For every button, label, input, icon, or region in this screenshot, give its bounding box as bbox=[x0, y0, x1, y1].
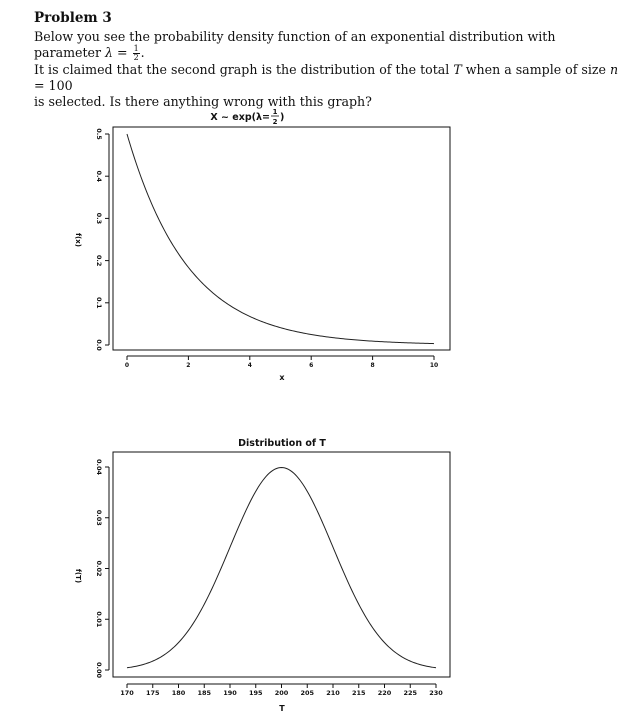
chart2-x-tick-label: 185 bbox=[197, 689, 212, 697]
chart2-x-tick-label: 195 bbox=[248, 689, 263, 697]
chart2-y-tick-label: 0.01 bbox=[95, 611, 103, 628]
chart1-plot-box bbox=[113, 127, 450, 350]
chart2-x-tick-label: 220 bbox=[377, 689, 392, 697]
chart1-x-axis bbox=[125, 356, 438, 369]
statement-line2-text: It is claimed that the second graph is the distribution of the total bbox=[34, 62, 454, 77]
chart2-x-tick-label: 210 bbox=[326, 689, 340, 697]
chart1-x-tick-label: 8 bbox=[370, 362, 375, 369]
chart1-x-tick-label: 0 bbox=[124, 362, 130, 369]
sample-size-value: = 100 bbox=[34, 78, 73, 93]
chart1-title-close: ) bbox=[280, 112, 285, 123]
chart2-ylabel: f(T) bbox=[74, 568, 82, 584]
chart2-plot-box bbox=[113, 452, 450, 677]
chart1-y-axis bbox=[95, 128, 109, 351]
chart2-y-axis bbox=[95, 459, 109, 679]
chart1-x-tick-label: 4 bbox=[247, 362, 252, 369]
chart2-x-tick-label: 175 bbox=[145, 689, 160, 697]
T-symbol: T bbox=[453, 62, 462, 77]
chart1-title-num: 1 bbox=[272, 108, 278, 116]
statement-line2-middle: when a sample of size bbox=[461, 62, 611, 77]
chart1-y-tick-label: 0.0 bbox=[95, 339, 103, 351]
chart1-y-tick-label: 0.3 bbox=[95, 212, 103, 225]
chart1-curve bbox=[127, 134, 434, 344]
chart2-x-tick-label: 200 bbox=[274, 689, 289, 697]
chart1-x-tick-label: 6 bbox=[309, 362, 314, 369]
chart2-x-tick-label: 225 bbox=[403, 689, 418, 697]
chart1-xlabel: x bbox=[279, 373, 285, 382]
chart1-y-tick-label: 0.2 bbox=[95, 254, 103, 267]
chart2-x-tick-label: 215 bbox=[351, 689, 366, 697]
chart2-x-axis bbox=[120, 684, 443, 697]
chart2-x-tick-label: 190 bbox=[223, 689, 237, 697]
distribution-of-T-chart bbox=[74, 438, 450, 713]
chart2-xlabel: T bbox=[279, 704, 285, 713]
fraction-denominator: 2 bbox=[133, 53, 139, 62]
chart1-title bbox=[210, 112, 270, 123]
chart2-x-tick-label: 170 bbox=[120, 689, 134, 697]
chart1-y-tick-label: 0.5 bbox=[95, 128, 103, 140]
chart1-x-tick-label: 10 bbox=[429, 362, 439, 369]
chart2-curve bbox=[127, 468, 436, 668]
equals-sign: = bbox=[113, 45, 132, 60]
exponential-density-chart bbox=[74, 108, 450, 382]
n-symbol: n bbox=[610, 62, 619, 77]
chart2-y-tick-label: 0.04 bbox=[95, 458, 103, 476]
chart2-x-tick-label: 230 bbox=[429, 689, 443, 697]
chart1-title-den: 2 bbox=[272, 118, 278, 126]
line1-period: . bbox=[140, 45, 145, 60]
chart2-y-tick-label: 0.03 bbox=[95, 509, 103, 526]
chart1-y-tick-label: 0.1 bbox=[95, 297, 103, 309]
chart2-y-tick-label: 0.02 bbox=[95, 560, 103, 577]
statement-line3-text: is selected. Is there anything wrong with this graph? bbox=[34, 94, 372, 109]
problem-heading: Problem 3 bbox=[34, 10, 112, 26]
chart2-x-tick-label: 180 bbox=[171, 689, 186, 697]
lambda-symbol: λ bbox=[105, 45, 114, 60]
chart2-x-tick-label: 205 bbox=[300, 689, 315, 697]
chart2-title: Distribution of T bbox=[238, 438, 326, 449]
chart2-y-tick-label: 0.00 bbox=[95, 661, 103, 679]
chart1-y-tick-label: 0.4 bbox=[95, 170, 103, 182]
chart1-ylabel: f(x) bbox=[74, 233, 82, 247]
fraction-numerator: 1 bbox=[133, 44, 139, 53]
chart1-x-tick-label: 2 bbox=[186, 362, 191, 369]
chart1-title-main: X ~ exp(λ= bbox=[210, 112, 270, 123]
statement-line1-text: Below you see the probability density function of an exponential distribution with parameter bbox=[34, 29, 556, 60]
